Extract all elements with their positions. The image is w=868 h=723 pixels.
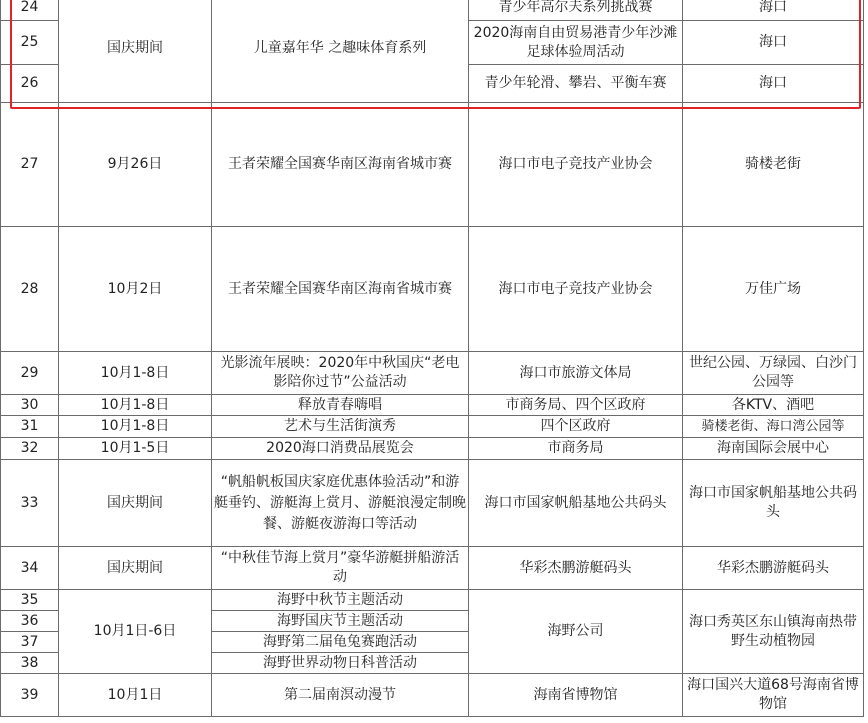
table-row <box>1 674 864 717</box>
row-number: 33 <box>1 460 59 547</box>
venue-cell: 骑楼老街、海口湾公园等 <box>683 416 864 438</box>
venue-cell: 各KTV、酒吧 <box>683 395 864 416</box>
organizer-cell: 青少年高尔夫系列挑战赛 <box>469 0 683 21</box>
table-row <box>1 395 864 416</box>
venue-cell: 华彩杰鹏游艇码头 <box>683 547 864 590</box>
table-row <box>1 227 864 352</box>
date-cell: 10月1日 <box>59 674 212 717</box>
organizer-cell: 海南省博物馆 <box>469 674 683 717</box>
event-cell: 王者荣耀全国赛华南区海南省城市赛 <box>212 227 469 352</box>
row-number: 37 <box>1 632 59 653</box>
table-row <box>1 0 864 21</box>
venue-cell: 海口国兴大道68号海南省博物馆 <box>683 674 864 717</box>
table-row <box>1 590 864 611</box>
date-cell: 国庆期间 <box>59 0 212 103</box>
organizer-cell: 海口市电子竞技产业协会 <box>469 227 683 352</box>
table-row <box>1 438 864 460</box>
venue-cell: 世纪公园、万绿园、白沙门公园等 <box>683 352 864 395</box>
event-cell: 海野第二届龟兔赛跑活动 <box>212 632 469 653</box>
event-cell: 释放青春嗨唱 <box>212 395 469 416</box>
row-number: 26 <box>1 65 59 103</box>
date-cell: 10月1日-6日 <box>59 590 212 674</box>
date-cell: 10月1-5日 <box>59 438 212 460</box>
organizer-cell: 华彩杰鹏游艇码头 <box>469 547 683 590</box>
date-cell: 10月1-8日 <box>59 416 212 438</box>
date-cell: 10月1-8日 <box>59 395 212 416</box>
date-cell: 国庆期间 <box>59 547 212 590</box>
venue-cell: 海口市国家帆船基地公共码头 <box>683 460 864 547</box>
venue-cell: 骑楼老街 <box>683 103 864 227</box>
organizer-cell: 海口市电子竞技产业协会 <box>469 103 683 227</box>
event-cell: 海野国庆节主题活动 <box>212 611 469 632</box>
venue-cell: 海口 <box>683 65 864 103</box>
event-cell: 艺术与生活街演秀 <box>212 416 469 438</box>
row-number: 32 <box>1 438 59 460</box>
event-cell: 海野世界动物日科普活动 <box>212 653 469 674</box>
organizer-cell: 海野公司 <box>469 590 683 674</box>
table-row <box>1 103 864 227</box>
organizer-cell: 2020海南自由贸易港青少年沙滩足球体验周活动 <box>469 21 683 65</box>
venue-cell: 海口秀英区东山镇海南热带野生动植物园 <box>683 590 864 674</box>
event-cell: 光影流年展映：2020年中秋国庆“老电影陪你过节”公益活动 <box>212 352 469 395</box>
date-cell: 9月26日 <box>59 103 212 227</box>
table-row <box>1 460 864 547</box>
organizer-cell: 四个区政府 <box>469 416 683 438</box>
event-cell: 王者荣耀全国赛华南区海南省城市赛 <box>212 103 469 227</box>
row-number: 27 <box>1 103 59 227</box>
row-number: 35 <box>1 590 59 611</box>
row-number: 24 <box>1 0 59 21</box>
venue-cell: 万佳广场 <box>683 227 864 352</box>
event-cell: “中秋佳节海上赏月”豪华游艇拼船游活动 <box>212 547 469 590</box>
row-number: 39 <box>1 674 59 717</box>
table-row <box>1 352 864 395</box>
event-cell: 第二届南溟动漫节 <box>212 674 469 717</box>
row-number: 34 <box>1 547 59 590</box>
organizer-cell: 市商务局、四个区政府 <box>469 395 683 416</box>
event-cell: 2020海口消费品展览会 <box>212 438 469 460</box>
row-number: 31 <box>1 416 59 438</box>
event-cell: 海野中秋节主题活动 <box>212 590 469 611</box>
venue-cell: 海南国际会展中心 <box>683 438 864 460</box>
row-number: 36 <box>1 611 59 632</box>
organizer-cell: 海口市旅游文体局 <box>469 352 683 395</box>
row-number: 28 <box>1 227 59 352</box>
table-row <box>1 547 864 590</box>
organizer-cell: 市商务局 <box>469 438 683 460</box>
row-number: 25 <box>1 21 59 65</box>
date-cell: 10月2日 <box>59 227 212 352</box>
row-number: 38 <box>1 653 59 674</box>
row-number: 30 <box>1 395 59 416</box>
row-number: 29 <box>1 352 59 395</box>
organizer-cell: 海口市国家帆船基地公共码头 <box>469 460 683 547</box>
venue-cell: 海口 <box>683 0 864 21</box>
organizer-cell: 青少年轮滑、攀岩、平衡车赛 <box>469 65 683 103</box>
table-row <box>1 416 864 438</box>
date-cell: 10月1-8日 <box>59 352 212 395</box>
event-cell: 儿童嘉年华 之趣味体育系列 <box>212 0 469 103</box>
venue-cell: 海口 <box>683 21 864 65</box>
date-cell: 国庆期间 <box>59 460 212 547</box>
event-cell: “帆船帆板国庆家庭优惠体验活动”和游艇垂钓、游艇海上赏月、游艇浪漫定制晚餐、游艇夜游海口等活动 <box>212 460 469 547</box>
